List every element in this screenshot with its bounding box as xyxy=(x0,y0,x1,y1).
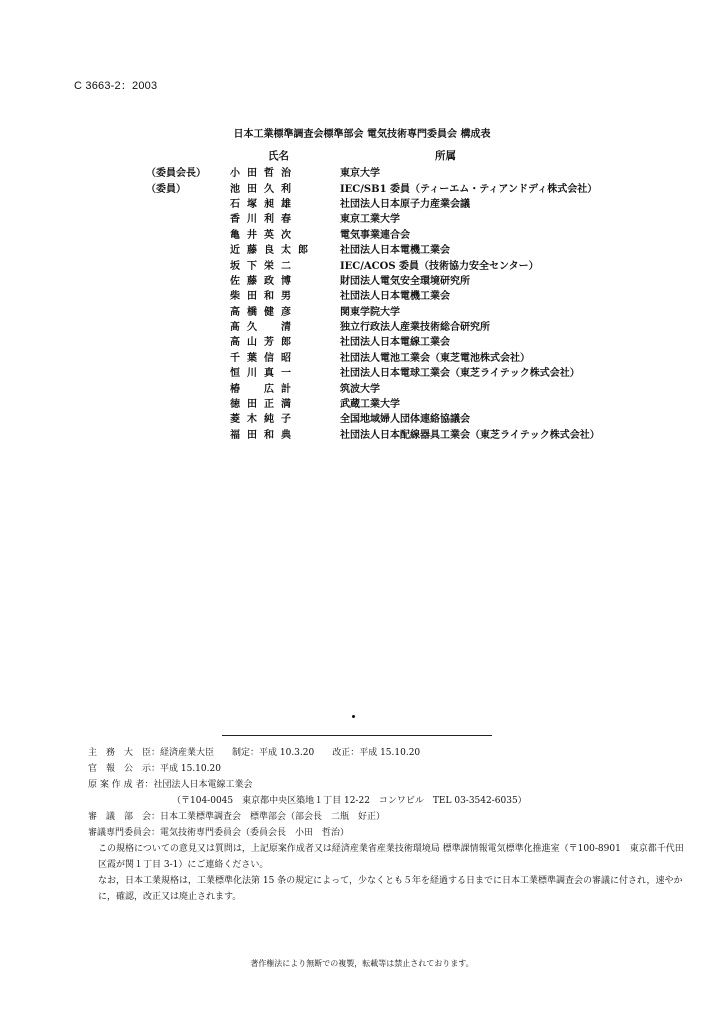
affiliation-column-header: 所属 xyxy=(435,150,456,162)
member-name: 亀井英次 xyxy=(230,229,298,241)
member-name: 小田哲治 xyxy=(230,168,298,180)
member-affiliation: 全国地域婦人団体連絡協議会 xyxy=(340,414,470,426)
drafter-address-line: （〒104-0045 東京都中央区築地１丁目 12-22 コンワビル TEL 03-3542-6035） xyxy=(172,796,527,806)
member-role: （委員） xyxy=(146,183,186,195)
member-affiliation: IEC/SB1 委員（ティーエム・ティアンドディ株式会社） xyxy=(340,183,598,195)
member-row xyxy=(146,195,706,210)
member-name: 髙久 清 xyxy=(230,322,298,334)
member-affiliation: 財団法人電気安全環境研究所 xyxy=(340,275,470,287)
member-name: 近藤良太郎 xyxy=(230,245,315,257)
member-row xyxy=(146,241,706,256)
member-name: 恒川真一 xyxy=(230,368,298,380)
member-list xyxy=(146,164,706,441)
member-name: 香川利春 xyxy=(230,214,298,226)
member-name: 徳田正満 xyxy=(230,399,298,411)
minister-line: 主 務 大 臣：経済産業大臣 制定：平成 10.3.20 改正：平成 15.10.20 xyxy=(88,748,421,758)
member-name: 高山芳郎 xyxy=(230,337,298,349)
member-name: 柴田和男 xyxy=(230,291,298,303)
publication-info xyxy=(88,745,688,905)
member-affiliation: 独立行政法人産業技術総合研究所 xyxy=(340,322,490,334)
member-row xyxy=(146,426,706,441)
name-column-header: 氏名 xyxy=(268,150,289,162)
member-affiliation: 社団法人日本電機工業会 xyxy=(340,245,450,257)
member-affiliation: 社団法人電池工業会（東芝電池株式会社） xyxy=(340,352,530,364)
member-affiliation: 社団法人日本電球工業会（東芝ライテック株式会社） xyxy=(340,368,580,380)
member-name: 菱木純子 xyxy=(230,414,298,426)
inquiry-note: この規格についての意見又は質問は，上記原案作成者又は経済産業省産業技術環境局 標準課情報電気標準化推進室（〒100-8901 東京都千代田区霞が関１丁目 3-1）にご連絡ください。 xyxy=(98,844,684,870)
member-role: （委員会長） xyxy=(146,168,206,180)
member-affiliation: 東京工業大学 xyxy=(340,214,400,226)
member-row xyxy=(146,395,706,410)
member-name: 椿 広計 xyxy=(230,383,298,395)
member-name: 佐藤政博 xyxy=(230,275,298,287)
member-affiliation: 社団法人日本電線工業会 xyxy=(340,337,450,349)
member-affiliation: IEC/ACOS 委員（技術協力安全センター） xyxy=(340,260,539,272)
member-row xyxy=(146,410,706,425)
member-affiliation: 電気事業連合会 xyxy=(340,229,410,241)
member-row xyxy=(146,164,706,179)
member-affiliation: 社団法人日本原子力産業会議 xyxy=(340,198,470,210)
member-row xyxy=(146,256,706,271)
member-row xyxy=(146,272,706,287)
committee-table-title: 日本工業標準調査会標準部会 電気技術専門委員会 構成表 xyxy=(233,129,491,140)
member-row xyxy=(146,349,706,364)
member-affiliation: 関東学院大学 xyxy=(340,306,400,318)
member-affiliation: 筑波大学 xyxy=(340,383,380,395)
member-affiliation: 社団法人日本配線器具工業会（東芝ライテック株式会社） xyxy=(340,429,600,441)
member-row xyxy=(146,364,706,379)
member-row xyxy=(146,287,706,302)
member-row xyxy=(146,303,706,318)
page-code: C 3663-2：2003 xyxy=(74,80,158,92)
member-row xyxy=(146,179,706,194)
drafter-line: 原 案 作 成 者：社団法人日本電線工業会 xyxy=(88,780,253,790)
member-name: 石塚昶雄 xyxy=(230,198,298,210)
member-affiliation: 社団法人日本電機工業会 xyxy=(340,291,450,303)
member-name: 福田和典 xyxy=(230,429,298,441)
member-name: 高橋健彦 xyxy=(230,306,298,318)
council-line: 審 議 部 会：日本工業標準調査会 標準部会（部会長 二瓶 好正） xyxy=(88,812,386,822)
member-name: 池田久利 xyxy=(230,183,298,195)
review-note: なお，日本工業規格は，工業標準化法第 15 条の規定によって，少なくとも５年を経過する日までに日本工業標準調査会の審議に付され，速やかに，確認，改正又は廃止されます。 xyxy=(98,876,683,902)
footer-divider xyxy=(222,735,492,736)
member-row xyxy=(146,318,706,333)
member-name: 千葉信昭 xyxy=(230,352,298,364)
gazette-line: 官 報 公 示：平成 15.10.20 xyxy=(88,764,221,774)
member-row xyxy=(146,379,706,394)
member-affiliation: 東京大学 xyxy=(340,168,380,180)
committee-line: 審議専門委員会：電気技術専門委員会（委員会長 小田 哲治） xyxy=(88,828,350,838)
member-name: 坂下栄二 xyxy=(230,260,298,272)
member-row xyxy=(146,333,706,348)
member-row xyxy=(146,210,706,225)
member-affiliation: 武蔵工業大学 xyxy=(340,399,400,411)
copyright-notice: 著作権法により無断での複製，転載等は禁止されております。 xyxy=(250,959,474,968)
stray-mark xyxy=(352,715,355,718)
member-row xyxy=(146,226,706,241)
